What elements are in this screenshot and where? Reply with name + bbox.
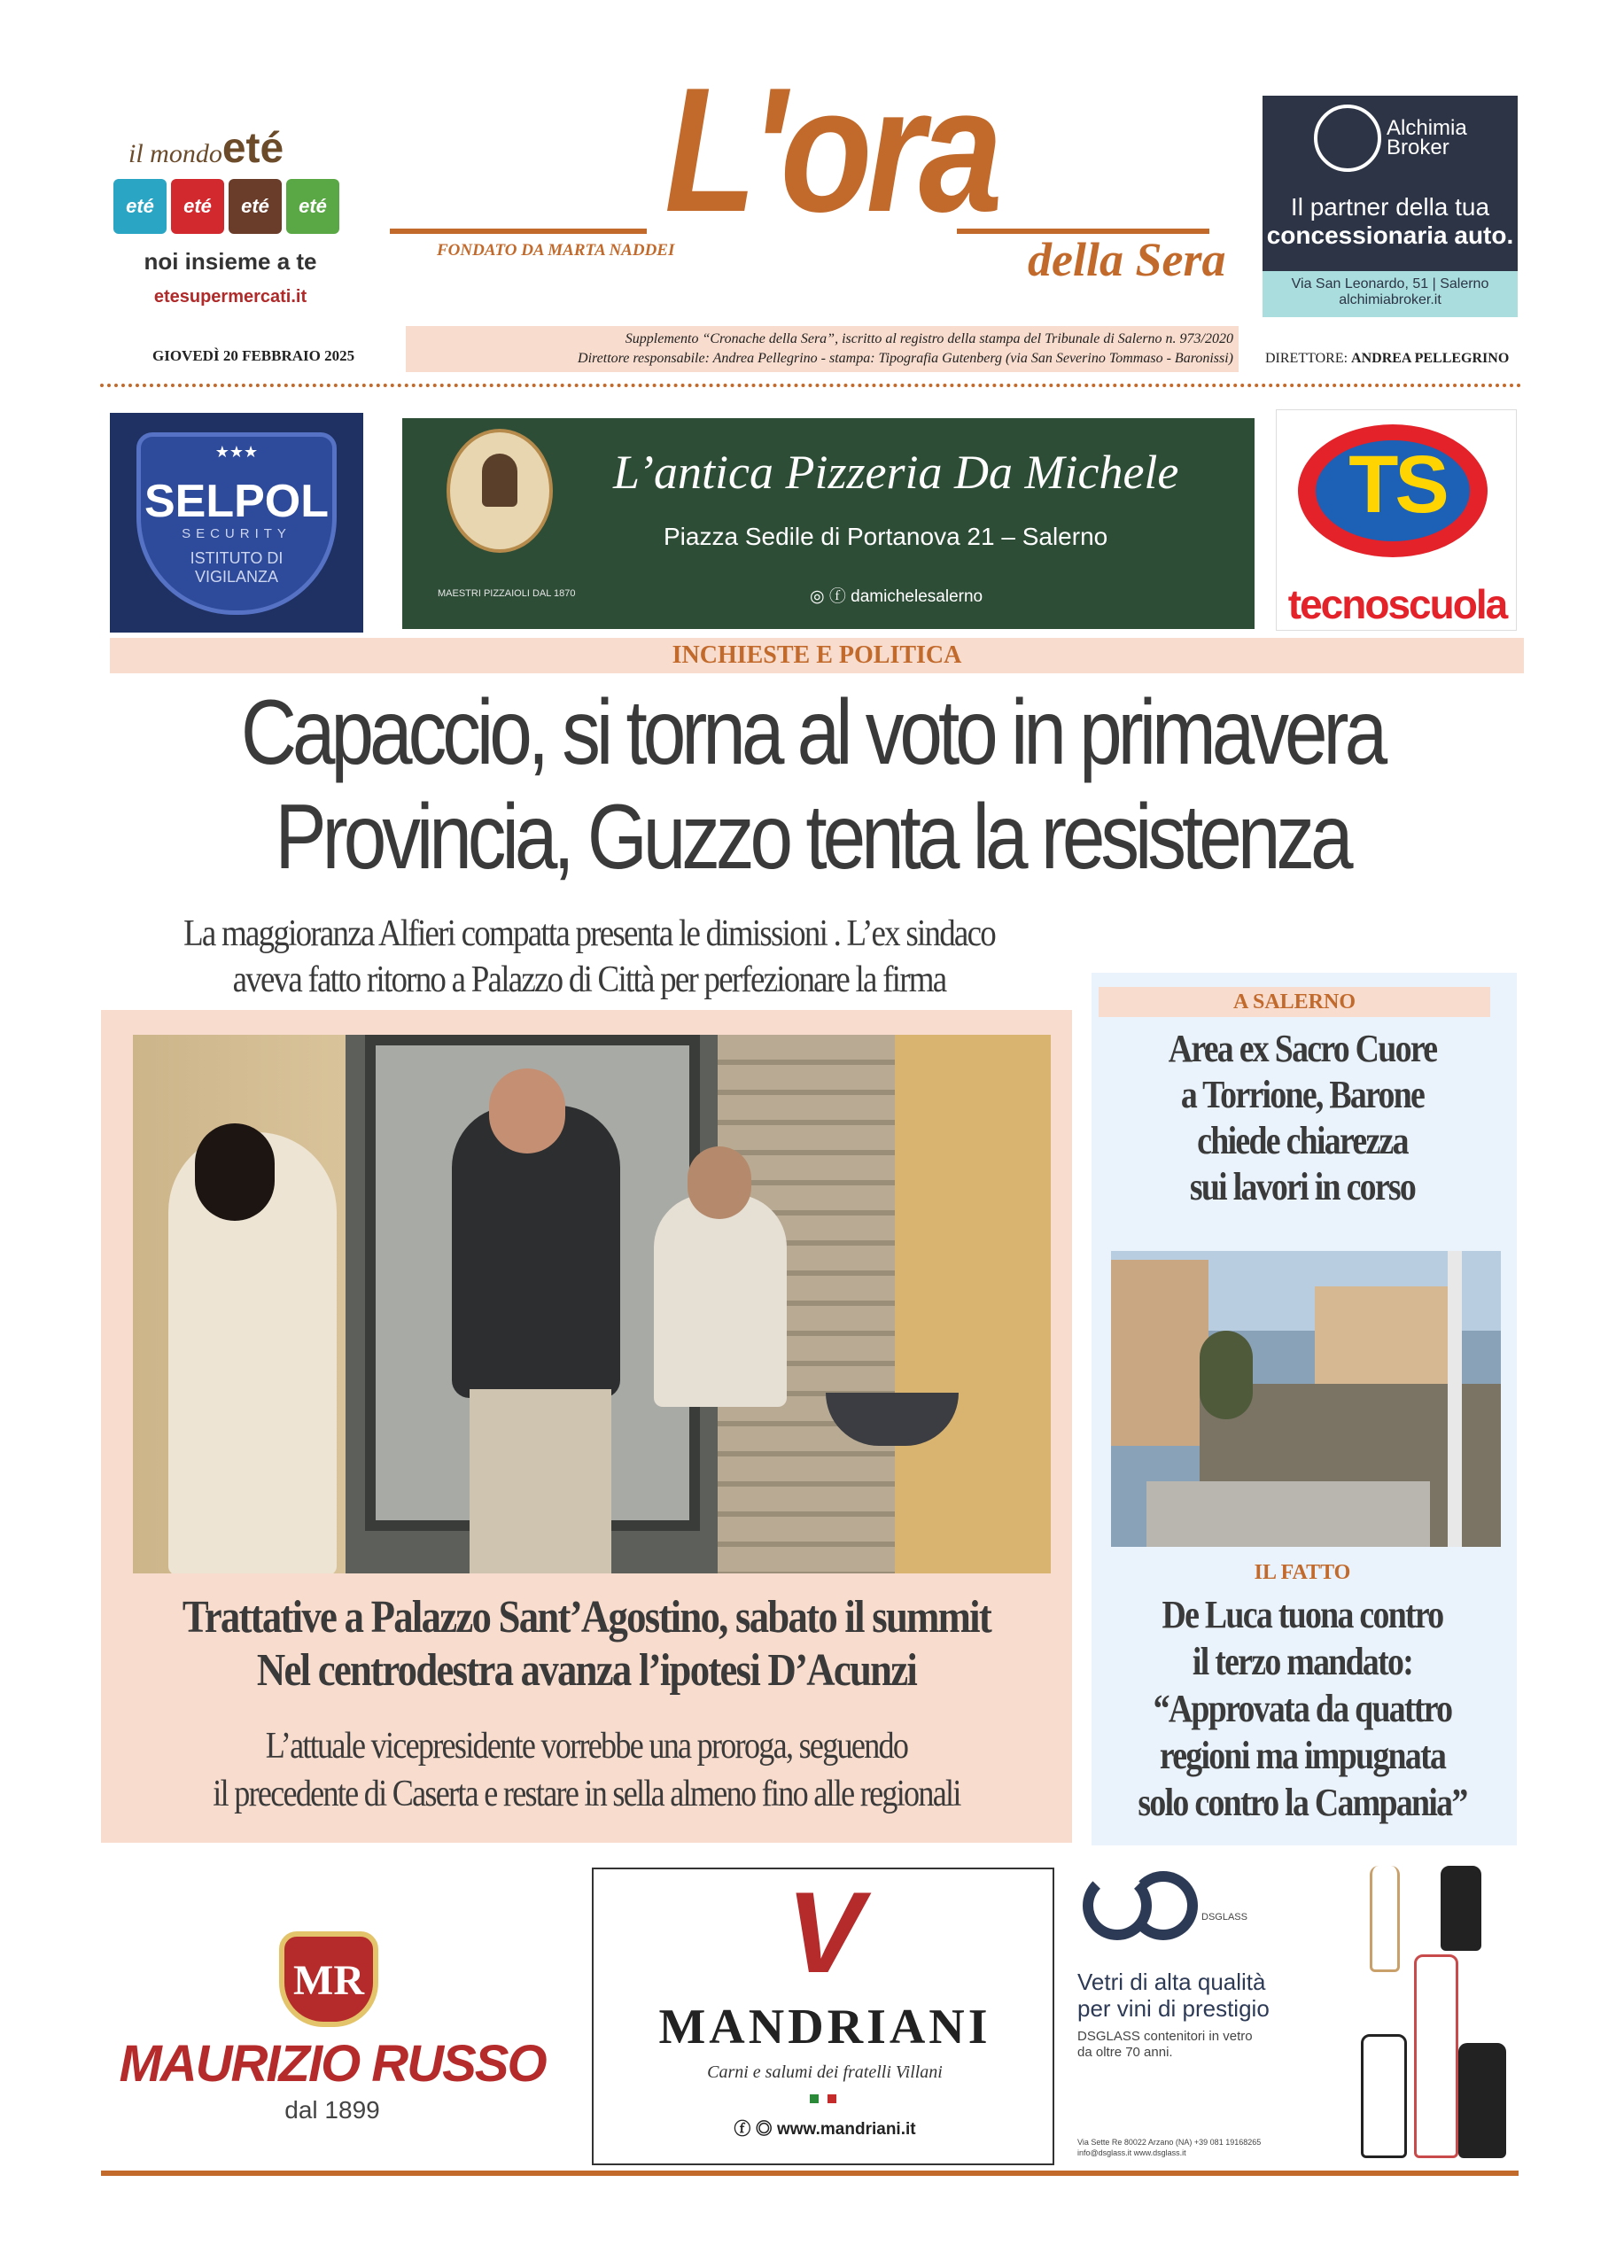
- main-headline[interactable]: [130, 680, 1495, 889]
- russo-name: MAURIZIO RUSSO: [119, 2035, 546, 2093]
- russo-logo-icon: MR: [279, 1931, 378, 2027]
- alchimia-ad[interactable]: [1263, 96, 1518, 317]
- ete-badge: eté: [229, 179, 282, 234]
- selpol-name: SELPOL: [144, 476, 330, 527]
- masthead-title: L'ora: [664, 51, 997, 249]
- headline-line: Provincia, Guzzo tenta la resistenza: [275, 786, 1349, 889]
- alchimia-address: Via San Leonardo, 51 | Salerno: [1291, 276, 1489, 291]
- mandriani-tagline: Carni e salumi dei fratelli Villani: [707, 2062, 943, 2082]
- pizzeria-portrait-icon: [447, 429, 553, 553]
- headline-line: Capaccio, si torna al voto in primavera: [240, 681, 1384, 784]
- supplement-line2: Direttore responsabile: Andrea Pellegrino - stampa: Tipografia Gutenberg (via San Severino Tommaso - Baronissi): [578, 351, 1233, 366]
- pizzeria-address: Piazza Sedile di Portanova 21 – Salerno: [664, 523, 1108, 550]
- supplement-line1: Supplemento “Cronache della Sera”, iscritto al registro della stampa del Tribunale di Salerno n. 973/2020: [625, 331, 1233, 346]
- russo-since: dal 1899: [284, 2096, 380, 2124]
- instagram-icon: ◎: [755, 2120, 773, 2139]
- tecnoscuola-logo-text: TS: [1348, 439, 1446, 530]
- dsglass-logo-icon: [1077, 1866, 1184, 1928]
- header-divider: [100, 384, 1522, 387]
- pizzeria-social[interactable]: ◎ ⓕ damichelesalerno: [810, 587, 983, 606]
- selpol-institute: ISTITUTO DI VIGILANZA: [190, 549, 284, 586]
- ete-badge: eté: [286, 179, 339, 234]
- facebook-icon: ⓕ: [828, 587, 846, 606]
- issue-date: GIOVEDÌ 20 FEBBRAIO 2025: [152, 347, 355, 364]
- mandriani-ad[interactable]: [592, 1868, 1054, 2165]
- ete-ad-mondo: il mondoeté: [128, 125, 284, 172]
- supplement-info: [406, 326, 1239, 372]
- side-headline-1[interactable]: Area ex Sacro Cuore a Torrione, Barone chiede chiarezza sui lavori in corso: [1168, 1027, 1437, 1208]
- alchimia-line2: concessionaria auto.: [1266, 221, 1514, 249]
- bottle-icon: [1361, 2034, 1407, 2158]
- dsglass-ad[interactable]: [1077, 1866, 1511, 2167]
- bottle-icon: [1370, 1866, 1400, 1972]
- bottle-icon: [1414, 1954, 1458, 2158]
- maurizio-russo-ad[interactable]: [115, 1914, 549, 2126]
- pizzeria-maestri: MAESTRI PIZZAIOLI DAL 1870: [438, 588, 576, 599]
- selpol-security: SECURITY: [182, 526, 291, 541]
- italy-flag-icon: [810, 2094, 836, 2103]
- side-photo[interactable]: [1111, 1251, 1501, 1547]
- dsglass-body: DSGLASS contenitori in vetro da oltre 70 anni.: [1077, 2029, 1253, 2060]
- selpol-ad[interactable]: [110, 413, 363, 633]
- alchimia-footer: [1263, 271, 1518, 317]
- ete-badge: eté: [113, 179, 167, 234]
- ete-ad-site[interactable]: etesupermercati.it: [153, 287, 307, 307]
- masthead-subtitle: della Sera: [1028, 233, 1226, 286]
- masthead-founded: FONDATO DA MARTA NADDEI: [437, 241, 675, 260]
- mandriani-logo-icon: V: [786, 1868, 864, 1997]
- director-credit: DIRETTORE: ANDREA PELLEGRINO: [1265, 351, 1510, 366]
- alchimia-brand: Alchimia Broker: [1387, 116, 1467, 159]
- side-section-label: IL FATTO: [1254, 1561, 1351, 1584]
- selpol-stars: ★★★: [214, 443, 259, 461]
- facebook-icon: ⓕ: [734, 2120, 751, 2139]
- alchimia-line1: Il partner della tua: [1290, 193, 1490, 221]
- tecnoscuola-ad[interactable]: [1276, 409, 1517, 631]
- ete-ad-tagline: noi insieme a te: [144, 248, 317, 275]
- ete-ad[interactable]: [106, 106, 354, 319]
- alchimia-site[interactable]: alchimiabroker.it: [1339, 292, 1441, 307]
- pizzeria-ad[interactable]: [402, 418, 1255, 629]
- dsglass-headline: Vetri di alta qualità per vini di prestigio: [1077, 1969, 1270, 2022]
- masthead-rule-left: [390, 229, 647, 234]
- mandriani-site[interactable]: ⓕ ◎ www.mandriani.it: [734, 2120, 916, 2139]
- side-headline-2[interactable]: De Luca tuona contro il terzo mandato: “Approvata da quattro regioni ma impugnata solo contro la Campania”: [1138, 1593, 1467, 1824]
- ete-ad-badges: [113, 179, 339, 234]
- footer-rule: [101, 2171, 1519, 2176]
- main-subheadline: La maggioranza Alfieri compatta presenta le dimissioni . L’ex sindaco aveva fatto ritorno a Palazzo di Città per perfezionare la firma: [183, 913, 995, 1000]
- bottle-icon: [1458, 2043, 1506, 2158]
- ete-badge: eté: [171, 179, 224, 234]
- dsglass-address: Via Sette Re 80022 Arzano (NA) +39 081 19168265 info@dsglass.it www.dsglass.it: [1077, 2138, 1262, 2157]
- lead-summary: L’attuale vicepresidente vorrebbe una proroga, seguendo il precedente di Caserta e restare in sella almeno fino alle regionali: [213, 1726, 960, 1814]
- bottle-icon: [1441, 1866, 1481, 1951]
- alchimia-logo-icon: [1314, 105, 1381, 172]
- instagram-icon: ◎: [810, 587, 825, 606]
- pizzeria-title: L’antica Pizzeria Da Michele: [613, 446, 1179, 499]
- lead-photo[interactable]: [133, 1035, 1051, 1573]
- mandriani-name: MANDRIANI: [658, 2000, 991, 2054]
- dsglass-label: DSGLASS: [1201, 1912, 1247, 1922]
- lead-headline[interactable]: Trattative a Palazzo Sant’Agostino, sabato il summit Nel centrodestra avanza l’ipotesi D’Acunzi: [182, 1592, 991, 1696]
- section-label: INCHIESTE E POLITICA: [110, 638, 1524, 673]
- tecnoscuola-name: tecnoscuola: [1287, 581, 1507, 627]
- side-section-label: A SALERNO: [1099, 987, 1490, 1017]
